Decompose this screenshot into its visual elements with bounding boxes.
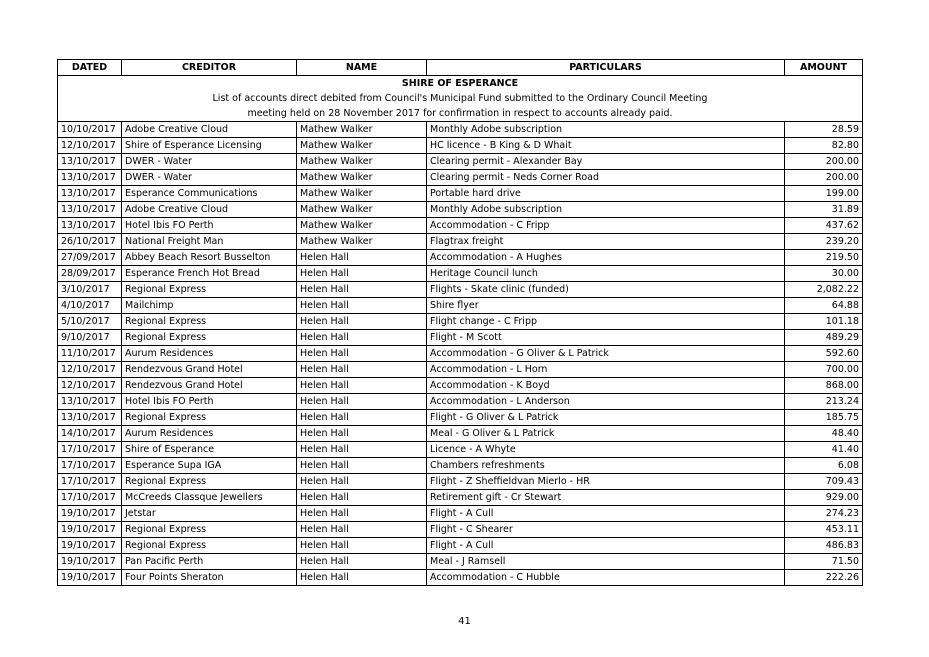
cell-creditor: Rendezvous Grand Hotel [122,378,297,394]
cell-name: Helen Hall [297,554,427,570]
cell-amount: 592.60 [785,346,863,362]
cell-name: Helen Hall [297,410,427,426]
table-row [58,394,863,410]
cell-creditor: Regional Express [122,410,297,426]
header-row [58,60,863,76]
cell-creditor: McCreeds Classque Jewellers [122,490,297,506]
cell-dated: 12/10/2017 [58,378,122,394]
cell-name: Helen Hall [297,506,427,522]
cell-amount: 868.00 [785,378,863,394]
table-row [58,570,863,586]
cell-dated: 19/10/2017 [58,570,122,586]
column-header-amount: AMOUNT [785,60,863,76]
cell-creditor: Hotel Ibis FO Perth [122,394,297,410]
cell-amount: 71.50 [785,554,863,570]
cell-amount: 486.83 [785,538,863,554]
document-subtitle-line1: List of accounts direct debited from Council's Municipal Fund submitted to the Ordinary Council Meeting [58,91,863,106]
cell-name: Helen Hall [297,298,427,314]
cell-name: Helen Hall [297,474,427,490]
cell-creditor: Four Points Sheraton [122,570,297,586]
table-row [58,490,863,506]
cell-particulars: Meal - G Oliver & L Patrick [427,426,785,442]
cell-particulars: Retirement gift - Cr Stewart [427,490,785,506]
cell-dated: 12/10/2017 [58,362,122,378]
cell-particulars: Accommodation - K Boyd [427,378,785,394]
cell-amount: 453.11 [785,522,863,538]
cell-name: Helen Hall [297,282,427,298]
column-header-dated: DATED [58,60,122,76]
cell-name: Helen Hall [297,570,427,586]
cell-particulars: Monthly Adobe subscription [427,202,785,218]
cell-name: Mathew Walker [297,138,427,154]
table-row [58,170,863,186]
cell-particulars: Accommodation - C Fripp [427,218,785,234]
cell-amount: 30.00 [785,266,863,282]
cell-amount: 64.88 [785,298,863,314]
table-row [58,266,863,282]
cell-amount: 200.00 [785,154,863,170]
table-row [58,330,863,346]
cell-name: Mathew Walker [297,218,427,234]
cell-amount: 274.23 [785,506,863,522]
cell-particulars: Portable hard drive [427,186,785,202]
cell-name: Helen Hall [297,362,427,378]
table-row [58,442,863,458]
cell-dated: 17/10/2017 [58,490,122,506]
cell-name: Helen Hall [297,394,427,410]
table-body [58,122,863,586]
cell-particulars: Licence - A Whyte [427,442,785,458]
cell-creditor: National Freight Man [122,234,297,250]
cell-amount: 101.18 [785,314,863,330]
cell-particulars: Accommodation - C Hubble [427,570,785,586]
cell-particulars: Flight change - C Fripp [427,314,785,330]
cell-dated: 9/10/2017 [58,330,122,346]
column-headers [58,60,863,76]
cell-name: Helen Hall [297,378,427,394]
cell-dated: 13/10/2017 [58,186,122,202]
column-header-particulars: PARTICULARS [427,60,785,76]
cell-amount: 489.29 [785,330,863,346]
cell-amount: 48.40 [785,426,863,442]
cell-name: Mathew Walker [297,122,427,138]
cell-name: Helen Hall [297,266,427,282]
cell-amount: 222.26 [785,570,863,586]
cell-creditor: Shire of Esperance Licensing [122,138,297,154]
table-row [58,426,863,442]
cell-amount: 2,082.22 [785,282,863,298]
cell-creditor: Adobe Creative Cloud [122,122,297,138]
cell-dated: 13/10/2017 [58,202,122,218]
cell-name: Helen Hall [297,538,427,554]
table-row [58,186,863,202]
cell-amount: 239.20 [785,234,863,250]
cell-creditor: Rendezvous Grand Hotel [122,362,297,378]
cell-creditor: Adobe Creative Cloud [122,202,297,218]
cell-dated: 19/10/2017 [58,522,122,538]
cell-creditor: Regional Express [122,522,297,538]
table-row [58,554,863,570]
cell-name: Helen Hall [297,458,427,474]
cell-creditor: Regional Express [122,282,297,298]
cell-name: Mathew Walker [297,234,427,250]
cell-name: Mathew Walker [297,170,427,186]
cell-dated: 5/10/2017 [58,314,122,330]
cell-particulars: HC licence - B King & D Whait [427,138,785,154]
table-row [58,202,863,218]
cell-dated: 14/10/2017 [58,426,122,442]
cell-dated: 13/10/2017 [58,394,122,410]
table-row [58,138,863,154]
cell-name: Mathew Walker [297,154,427,170]
cell-particulars: Clearing permit - Alexander Bay [427,154,785,170]
cell-particulars: Meal - J Ramsell [427,554,785,570]
table-row [58,458,863,474]
cell-dated: 19/10/2017 [58,506,122,522]
cell-particulars: Clearing permit - Neds Corner Road [427,170,785,186]
cell-name: Mathew Walker [297,202,427,218]
cell-dated: 28/09/2017 [58,266,122,282]
document-title: SHIRE OF ESPERANCE [58,76,863,92]
cell-creditor: Regional Express [122,474,297,490]
cell-particulars: Flight - G Oliver & L Patrick [427,410,785,426]
table-row [58,474,863,490]
cell-particulars: Monthly Adobe subscription [427,122,785,138]
cell-name: Helen Hall [297,490,427,506]
cell-dated: 13/10/2017 [58,170,122,186]
cell-creditor: Shire of Esperance [122,442,297,458]
table-row [58,362,863,378]
cell-particulars: Accommodation - A Hughes [427,250,785,266]
cell-dated: 4/10/2017 [58,298,122,314]
title-row [58,76,863,92]
cell-dated: 17/10/2017 [58,442,122,458]
cell-creditor: Abbey Beach Resort Busselton [122,250,297,266]
cell-amount: 28.59 [785,122,863,138]
cell-dated: 13/10/2017 [58,410,122,426]
table-row [58,298,863,314]
cell-dated: 17/10/2017 [58,458,122,474]
cell-amount: 437.62 [785,218,863,234]
table-row [58,122,863,138]
table-row [58,218,863,234]
cell-particulars: Accommodation - G Oliver & L Patrick [427,346,785,362]
cell-creditor: Regional Express [122,538,297,554]
cell-dated: 13/10/2017 [58,154,122,170]
cell-particulars: Heritage Council lunch [427,266,785,282]
table-row [58,250,863,266]
cell-amount: 200.00 [785,170,863,186]
cell-amount: 219.50 [785,250,863,266]
table-row [58,378,863,394]
cell-particulars: Flight - A Cull [427,538,785,554]
cell-particulars: Flight - M Scott [427,330,785,346]
cell-dated: 27/09/2017 [58,250,122,266]
cell-particulars: Flight - C Shearer [427,522,785,538]
cell-creditor: DWER - Water [122,170,297,186]
cell-creditor: Esperance Supa IGA [122,458,297,474]
table-row [58,522,863,538]
subtitle-row [58,106,863,122]
cell-amount: 929.00 [785,490,863,506]
table-row [58,538,863,554]
cell-dated: 19/10/2017 [58,554,122,570]
cell-name: Helen Hall [297,250,427,266]
cell-name: Helen Hall [297,426,427,442]
column-header-creditor: CREDITOR [122,60,297,76]
cell-name: Helen Hall [297,314,427,330]
cell-dated: 17/10/2017 [58,474,122,490]
cell-creditor: Aurum Residences [122,346,297,362]
cell-creditor: Jetstar [122,506,297,522]
cell-dated: 11/10/2017 [58,346,122,362]
cell-creditor: Regional Express [122,330,297,346]
table-row [58,410,863,426]
cell-dated: 12/10/2017 [58,138,122,154]
cell-name: Mathew Walker [297,186,427,202]
cell-dated: 26/10/2017 [58,234,122,250]
cell-amount: 82.80 [785,138,863,154]
cell-amount: 6.08 [785,458,863,474]
subtitle-row [58,91,863,106]
cell-name: Helen Hall [297,346,427,362]
cell-particulars: Shire flyer [427,298,785,314]
table-row [58,314,863,330]
cell-dated: 19/10/2017 [58,538,122,554]
cell-dated: 10/10/2017 [58,122,122,138]
table-header-block [58,76,863,122]
page-number: 41 [458,616,471,627]
table-row [58,282,863,298]
cell-particulars: Accommodation - L Anderson [427,394,785,410]
cell-amount: 213.24 [785,394,863,410]
cell-name: Helen Hall [297,522,427,538]
cell-creditor: Esperance French Hot Bread [122,266,297,282]
cell-creditor: Pan Pacific Perth [122,554,297,570]
cell-creditor: Esperance Communications [122,186,297,202]
cell-name: Helen Hall [297,330,427,346]
cell-dated: 13/10/2017 [58,218,122,234]
table-row [58,154,863,170]
cell-amount: 31.89 [785,202,863,218]
cell-creditor: Hotel Ibis FO Perth [122,218,297,234]
cell-amount: 709.43 [785,474,863,490]
table-row [58,234,863,250]
cell-particulars: Flights - Skate clinic (funded) [427,282,785,298]
table-row [58,506,863,522]
document-subtitle-line2: meeting held on 28 November 2017 for confirmation in respect to accounts already paid. [58,106,863,122]
cell-particulars: Flight - Z Sheffieldvan Mierlo - HR [427,474,785,490]
cell-particulars: Accommodation - L Horn [427,362,785,378]
cell-particulars: Flagtrax freight [427,234,785,250]
cell-creditor: Mailchimp [122,298,297,314]
accounts-table [57,59,863,586]
cell-name: Helen Hall [297,442,427,458]
cell-particulars: Flight - A Cull [427,506,785,522]
cell-amount: 41.40 [785,442,863,458]
cell-amount: 199.00 [785,186,863,202]
cell-creditor: Aurum Residences [122,426,297,442]
cell-amount: 185.75 [785,410,863,426]
cell-creditor: DWER - Water [122,154,297,170]
table-row [58,346,863,362]
cell-particulars: Chambers refreshments [427,458,785,474]
column-header-name: NAME [297,60,427,76]
cell-creditor: Regional Express [122,314,297,330]
cell-dated: 3/10/2017 [58,282,122,298]
cell-amount: 700.00 [785,362,863,378]
